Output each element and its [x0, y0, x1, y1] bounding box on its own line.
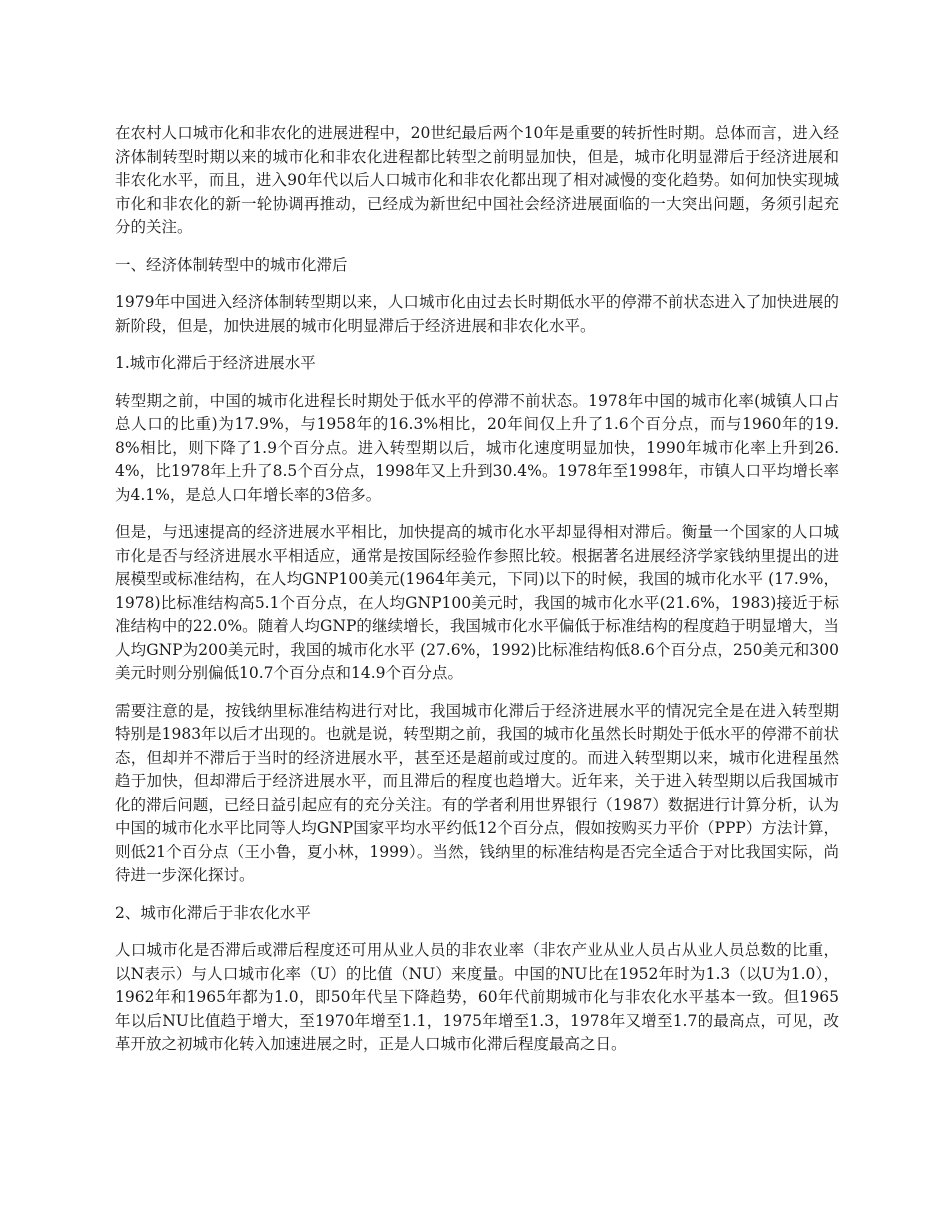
section-1-heading: 一、经济体制转型中的城市化滞后	[115, 255, 348, 274]
subsection-2-heading: 2、城市化滞后于非农化水平	[115, 903, 311, 922]
subsection-1-paragraph-3: 需要注意的是，按钱纳里标准结构进行对比，我国城市化滞后于经济进展水平的情况完全是在进入转型期特别是1983年以后才出现的。也就是说，转型期之前，我国的城市化虽然长时期处于低水平的停滞不前状态，但却并不滞后于当时的经济进展水平，甚至还是超前或过度的。而进入转型期以来，城市化进程虽然趋于加快，但却滞后于经济进展水平，而且滞后的程度也趋增大。近年来，关于进入转型期以后我国城市化的滞后问题，已经日益引起应有的充分关注。有的学者利用世界银行（1987）数据进行计算分析，认为中国的城市化水平比同等人均GNP国家平均水平约低12个百分点，假如按购买力平价（PPP）方法计算，则低21个百分点（王小鲁，夏小林，1999）。当然，钱纳里的标准结构是否完全适合于对比我国实际，尚待进一步深化探讨。	[115, 701, 839, 884]
subsection-1-paragraph-2: 但是，与迅速提高的经济进展水平相比，加快提高的城市化水平却显得相对滞后。衡量一个国家的人口城市化是否与经济进展水平相适应，通常是按国际经验作参照比较。根据著名进展经济学家钱纳里提出的进展模型或标准结构，在人均GNP100美元(1964年美元，下同)以下的时候，我国的城市化水平 (17.9%，1978)比标准结构高5.1个百分点，在人均GNP100美元时，我国的城市化水平(21.6%，1983)接近于标准结构中的22.0%。随着人均GNP的继续增长，我国城市化水平偏低于标准结构的程度趋于明显增大，当人均GNP为200美元时，我国的城市化水平 (27.6%，1992)比标准结构低8.6个百分点，250美元和300美元时则分别偏低10.7个百分点和14.9个百分点。	[115, 523, 839, 682]
subsection-1-heading: 1.城市化滞后于经济进展水平	[115, 354, 316, 372]
subsection-1-paragraph-1: 转型期之前，中国的城市化进程长时期处于低水平的停滞不前状态。1978年中国的城市化率(城镇人口占总人口的比重)为17.9%，与1958年的16.3%相比，20年间仅上升了1.6个百分点，而与1960年的19.8%相比，则下降了1.9个百分点。进入转型期以后，城市化速度明显加快，1990年城市化率上升到26.4%，比1978年上升了8.5个百分点，1998年又上升到30.4%。1978年至1998年，市镇人口平均增长率为4.1%，是总人口年增长率的3倍多。	[115, 391, 839, 504]
intro-paragraph: 在农村人口城市化和非农化的进展进程中，20世纪最后两个10年是重要的转折性时期。总体而言，进入经济体制转型时期以来的城市化和非农化进程都比转型之前明显加快，但是，城市化明显滞后于经济进展和非农化水平，而且，进入90年代以后人口城市化和非农化都出现了相对减慢的变化趋势。如何加快实现城市化和非农化的新一轮协调再推动，已经成为新世纪中国社会经济进展面临的一大突出问题，务须引起充分的关注。	[115, 124, 839, 236]
section-1-intro-paragraph: 1979年中国进入经济体制转型期以来，人口城市化由过去长时期低水平的停滞不前状态进入了加快进展的新阶段，但是，加快进展的城市化明显滞后于经济进展和非农化水平。	[115, 293, 839, 335]
document-body	[115, 122, 839, 1071]
subsection-2-paragraph-1: 人口城市化是否滞后或滞后程度还可用从业人员的非农业率（非农产业从业人员占从业人员总数的比重，以N表示）与人口城市化率（U）的比值（NU）来度量。中国的NU比在1952年时为1.3（以U为1.0），1962年和1965年都为1.0，即50年代呈下降趋势，60年代前期城市化与非农化水平基本一致。但1965年以后NU比值趋于增大，至1970年增至1.1，1975年增至1.3，1978年又增至1.7的最高点，可见，改革开放之初城市化转入加速进展之时，正是人口城市化滞后程度最高之日。	[115, 941, 839, 1053]
